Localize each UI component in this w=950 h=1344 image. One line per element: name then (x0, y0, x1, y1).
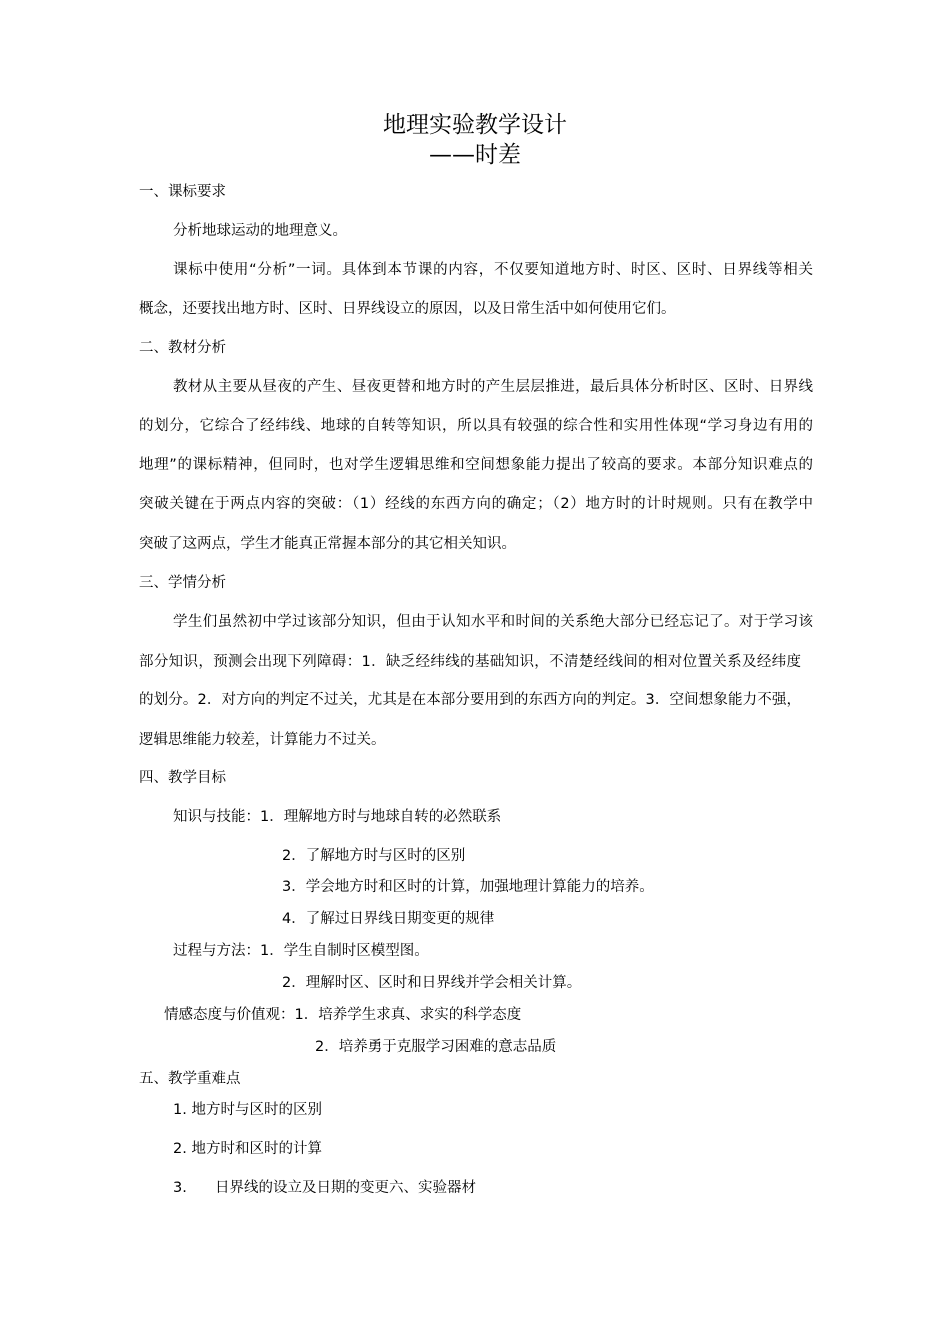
section-heading: 三、学情分析 (139, 575, 226, 591)
paragraph-line: 地理”的课标精神，但同时，也对学生逻辑思维和空间想象能力提出了较高的要求。本部分知识难点的 (139, 457, 813, 473)
paragraph-line: 的划分。2．对方向的判定不过关，尤其是在本部分要用到的东西方向的判定。3．空间想象能力不强， (139, 692, 801, 708)
paragraph-line: 突破关键在于两点内容的突破：（1）经线的东西方向的确定；（2）地方时的计时规则。只有在教学中 (139, 496, 813, 512)
paragraph-line: 突破了这两点，学生才能真正常握本部分的其它相关知识。 (139, 536, 516, 552)
section-heading: 五、教学重难点 (139, 1071, 241, 1087)
section-heading: 四、教学目标 (139, 770, 226, 786)
objective-line: 知识与技能：1．理解地方时与地球自转的必然联系 (173, 809, 502, 825)
objective-line: 2．了解地方时与区时的区别 (282, 848, 466, 864)
key-point-number: 3. (173, 1180, 187, 1196)
objective-line: 2．培养勇于克服学习困难的意志品质 (315, 1039, 557, 1055)
section-heading: 二、教材分析 (139, 340, 226, 356)
document-title: 地理实验教学设计 (383, 112, 567, 138)
document-subtitle: ——时差 (429, 142, 521, 168)
paragraph-line: 分析地球运动的地理意义。 (173, 223, 347, 239)
paragraph-line: 学生们虽然初中学过该部分知识，但由于认知水平和时间的关系绝大部分已经忘记了。对于学习该 (173, 614, 813, 630)
section-heading: 一、课标要求 (139, 184, 226, 200)
paragraph-line: 部分知识，预测会出现下列障碍：1．缺乏经纬线的基础知识，不清楚经线间的相对位置关系及经纬度 (139, 654, 801, 670)
paragraph-line: 课标中使用“分析”一词。具体到本节课的内容，不仅要知道地方时、时区、区时、日界线等相关 (173, 262, 813, 278)
key-point-line: 1. 地方时与区时的区别 (173, 1102, 322, 1118)
objective-line: 过程与方法：1．学生自制时区模型图。 (173, 943, 429, 959)
paragraph-line: 教材从主要从昼夜的产生、昼夜更替和地方时的产生层层推进，最后具体分析时区、区时、日界线 (173, 379, 813, 395)
objective-line: 3．学会地方时和区时的计算，加强地理计算能力的培养。 (282, 879, 654, 895)
paragraph-line: 概念，还要找出地方时、区时、日界线设立的原因，以及日常生活中如何使用它们。 (139, 301, 676, 317)
objective-line: 2．理解时区、区时和日界线并学会相关计算。 (282, 975, 582, 991)
key-point-line: 日界线的设立及日期的变更六、实验器材 (215, 1180, 476, 1196)
key-point-line: 2. 地方时和区时的计算 (173, 1141, 322, 1157)
paragraph-line: 的划分，它综合了经纬线、地球的自转等知识，所以具有较强的综合性和实用性体现“学习身边有用的 (139, 418, 813, 434)
objective-line: 情感态度与价值观：1．培养学生求真、求实的科学态度 (164, 1007, 522, 1023)
objective-line: 4．了解过日界线日期变更的规律 (282, 911, 495, 927)
paragraph-line: 逻辑思维能力较差，计算能力不过关。 (139, 732, 386, 748)
